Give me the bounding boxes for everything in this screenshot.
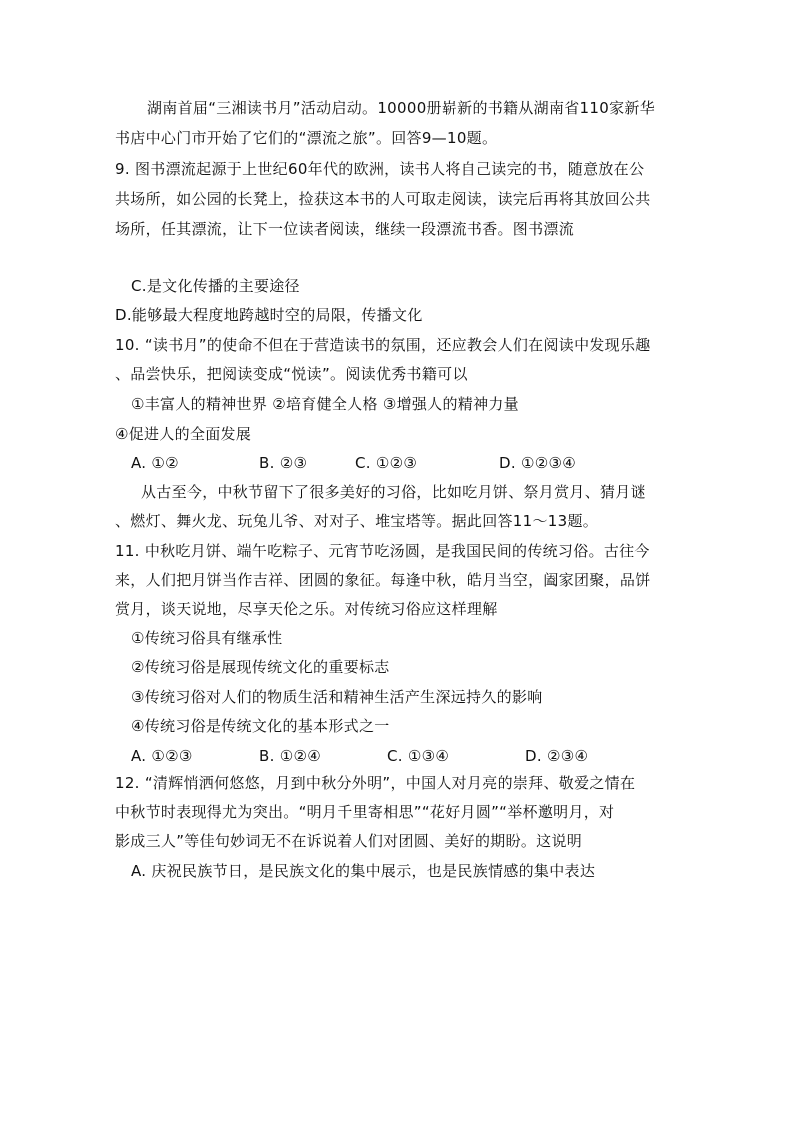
question-12-line-1: 12. “清辉悄洒何悠悠，月到中秋分外明”，中国人对月亮的崇拜、敬爱之情在 bbox=[115, 774, 636, 792]
question-12-option-a: A. 庆祝民族节日，是民族文化的集中展示，也是民族情感的集中表达 bbox=[131, 862, 596, 880]
question-12-line-2: 中秋节时表现得尤为突出。“明月千里寄相思”“花好月圆”“举杯邀明月，对 bbox=[115, 803, 615, 821]
question-9-option-c: C.是文化传播的主要途径 bbox=[131, 277, 300, 295]
question-10-choice-a: A. ①② bbox=[131, 454, 179, 472]
question-10-choice-b: B. ②③ bbox=[259, 454, 308, 472]
passage-1-line-2: 书店中心门市开始了它们的“漂流之旅”。回答9—10题。 bbox=[115, 129, 498, 147]
question-10-choice-d: D. ①②③④ bbox=[499, 454, 576, 472]
question-11-item-3: ③传统习俗对人们的物质生活和精神生活产生深远持久的影响 bbox=[131, 688, 543, 706]
question-11-choice-b: B. ①②④ bbox=[259, 747, 321, 765]
question-10-line-1: 10. “读书月”的使命不但在于营造读书的氛围，还应教会人们在阅读中发现乐趣 bbox=[115, 336, 651, 354]
question-11-line-1: 11. 中秋吃月饼、端午吃粽子、元宵节吃汤圆，是我国民间的传统习俗。古往今 bbox=[115, 542, 650, 560]
question-11-item-1: ①传统习俗具有继承性 bbox=[131, 629, 283, 647]
question-9-line-2: 共场所，如公园的长凳上，捡获这本书的人可取走阅读，读完后再将其放回公共 bbox=[115, 190, 651, 208]
passage-2-line-2: 、燃灯、舞火龙、玩兔儿爷、对对子、堆宝塔等。据此回答11～13题。 bbox=[115, 512, 599, 530]
question-12-line-3: 影成三人”等佳句妙词无不在诉说着人们对团圆、美好的期盼。这说明 bbox=[115, 832, 583, 850]
question-9-line-3: 场所，任其漂流，让下一位读者阅读，继续一段漂流书香。图书漂流 bbox=[115, 220, 575, 238]
question-11-choice-c: C. ①③④ bbox=[387, 747, 450, 765]
passage-1-line-1: 湖南首届“三湘读书月”活动启动。10000册崭新的书籍从湖南省110家新华 bbox=[147, 99, 655, 117]
question-11-item-2: ②传统习俗是展现传统文化的重要标志 bbox=[131, 658, 390, 676]
question-11-line-2: 来，人们把月饼当作吉祥、团圆的象征。每逢中秋，皓月当空，阖家团聚，品饼 bbox=[115, 571, 651, 589]
question-11-choice-d: D. ②③④ bbox=[525, 747, 589, 765]
question-11-choice-a: A. ①②③ bbox=[131, 747, 193, 765]
question-10-items-line-2: ④促进人的全面发展 bbox=[115, 425, 252, 443]
question-11-line-3: 赏月，谈天说地，尽享天伦之乐。对传统习俗应这样理解 bbox=[115, 600, 498, 618]
question-11-item-4: ④传统习俗是传统文化的基本形式之一 bbox=[131, 717, 390, 735]
question-9-line-1: 9. 图书漂流起源于上世纪60年代的欧洲，读书人将自己读完的书，随意放在公 bbox=[115, 160, 645, 178]
passage-2-line-1: 从古至今，中秋节留下了很多美好的习俗，比如吃月饼、祭月赏月、猜月谜 bbox=[141, 483, 646, 501]
question-10-choice-c: C. ①②③ bbox=[355, 454, 418, 472]
question-9-option-d: D.能够最大程度地跨越时空的局限，传播文化 bbox=[115, 306, 423, 324]
question-10-line-2: 、品尝快乐，把阅读变成“悦读”。阅读优秀书籍可以 bbox=[115, 365, 468, 383]
question-10-items-line-1: ①丰富人的精神世界 ②培育健全人格 ③增强人的精神力量 bbox=[131, 395, 519, 413]
